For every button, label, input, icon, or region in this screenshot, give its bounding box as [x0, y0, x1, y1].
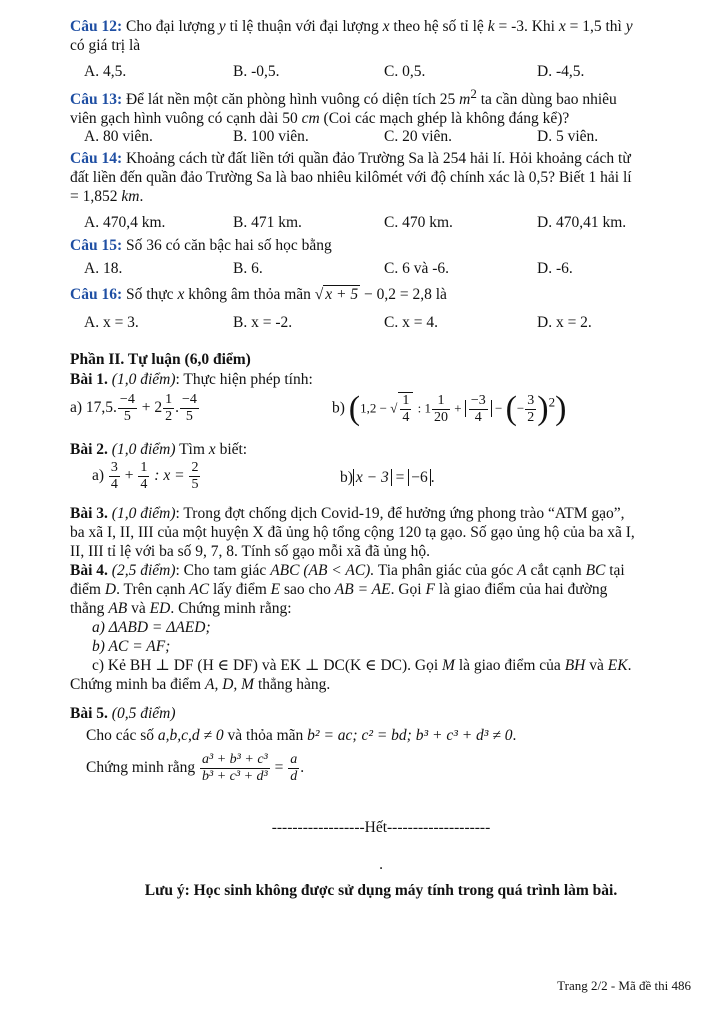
question-15-options: [84, 259, 694, 278]
end-marker: ------------------Hết--------------------: [271, 819, 491, 836]
option-a: A. 80 viên.: [84, 128, 153, 145]
bai-5-proof: Chứng minh rằng $\frac{\text{a³ + b³ + c³}}{\text{b³ + c³ + d³}}$ = $\frac{a}{d}$ .: [86, 752, 305, 784]
option-b: B. 471 km.: [233, 214, 302, 231]
question-13-options: [84, 127, 694, 146]
question-13: Câu 13: Để lát nền một căn phòng hình vuông có diện tích 25 $m^2$ ta cần dùng bao nhiêu viên gạch hình vuông có cạnh dài 50 cm (Coi các mạch ghép là không đáng kể)?: [70, 86, 617, 128]
page-footer: Trang 2/2 - Mã đề thi 486: [557, 978, 691, 993]
option-d: D. 470,41 km.: [537, 214, 627, 231]
option-d: D. x = 2.: [537, 314, 592, 331]
option-c: C. x = 4.: [384, 314, 438, 331]
option-b: B. -0,5.: [233, 63, 280, 80]
section-heading: Phần II. Tự luận (6,0 điểm): [70, 351, 251, 368]
dot-mark: .: [379, 856, 383, 873]
bai-5: Bài 5. (0,5 điểm): [70, 705, 176, 722]
bai-5-condition: Cho các số a,b,c,d ≠ 0 và thỏa mãn b² = ac; c² = bd; b³ + c³ + d³ ≠ 0.: [86, 727, 517, 744]
option-b: B. x = -2.: [233, 314, 293, 331]
bai-1-expressions: a) 17,5. $\frac{-4}{5}$ + 2 $\frac{1}{2}$ . $\frac{-4}{5}$ b) (1,2 − √ $\frac{1}{4}$ : 1 $\frac{1}{20}$ + $\frac{-3}{4}$ − (− $\frac{3}{2}$ )$^2$): [70, 390, 567, 427]
option-b: B. 100 viên.: [233, 128, 309, 145]
question-14-options: [84, 213, 694, 232]
question-14: Câu 14: Khoảng cách từ đất liền tới quần đảo Trường Sa là 254 hải lí. Hỏi khoảng cách từ đất liền đến quần đảo Trường Sa là bao nhiêu kilômét với độ chính xác là 0,5? Biết 1 hải lí = 1,852 km.: [70, 150, 632, 205]
option-c: C. 0,5.: [384, 63, 426, 80]
option-d: D. -4,5.: [537, 63, 585, 80]
question-12: Câu 12: Cho đại lượng y tỉ lệ thuận với đại lượng x theo hệ số tỉ lệ k = -3. Khi x = 1,5 thì y có giá trị là: [70, 18, 633, 54]
option-d: D. 5 viên.: [537, 128, 599, 145]
question-label: Câu 12:: [70, 18, 123, 35]
option-c: C. 20 viên.: [384, 128, 453, 145]
bai-3: Bài 3. (1,0 điểm): Trong đợt chống dịch Covid-19, để hưởng ứng phong trào “ATM gạo”, ba xã I, II, III của một huyện X đã ủng hộ tổng cộng 120 tạ gạo. Số gạo ủng hộ của ba xã I, II, III tỉ lệ với ba số 9, 7, 8. Tính số gạo mỗi xã đã ủng hộ.: [70, 505, 635, 560]
option-a: A. x = 3.: [84, 314, 139, 331]
option-a: A. 18.: [84, 260, 123, 277]
sqrt-radicand: x + 5: [325, 286, 359, 303]
bai-2: Bài 2. (1,0 điểm) Tìm x biết:: [70, 441, 248, 458]
question-16-options: [84, 313, 694, 332]
question-16: Câu 16: Số thực x không âm thỏa mãn √ x + 5 − 0,2 = 2,8 là: [70, 286, 447, 303]
question-15: Câu 15: Số 36 có căn bậc hai số học bằng: [70, 237, 332, 254]
bai-4: Bài 4. (2,5 điểm): Cho tam giác ABC (AB < AC). Tia phân giác của góc A cắt cạnh BC tại điểm D. Trên cạnh AC lấy điểm E sao cho AB = AE. Gọi F là giao điểm của hai đường thẳng AB và ED. Chứng minh rằng: a) ΔABD = ΔAED; b) AC = AF; c) Kẻ BH ⊥ DF (H ∈ DF) và EK ⊥ DC(K ∈ DC). Gọi M là giao điểm của BH và EK. Chứng minh ba điểm A, D, M thẳng hàng.: [70, 562, 632, 693]
question-12-options: [84, 62, 694, 81]
option-c: C. 470 km.: [384, 214, 453, 231]
option-d: D. -6.: [537, 260, 573, 277]
option-b: B. 6.: [233, 260, 263, 277]
bai-1: Bài 1. (1,0 điểm): Thực hiện phép tính:: [70, 371, 313, 388]
bai-2-expressions: a) $\frac{3}{4}$ + $\frac{1}{4}$ : x = $\frac{2}{5}$ b) x − 3 = −6 .: [92, 460, 435, 492]
option-a: A. 4,5.: [84, 63, 127, 80]
note: Lưu ý: Học sinh không được sử dụng máy tính trong quá trình làm bài.: [144, 882, 618, 899]
option-a: A. 470,4 km.: [84, 214, 166, 231]
option-c: C. 6 và -6.: [384, 260, 450, 277]
